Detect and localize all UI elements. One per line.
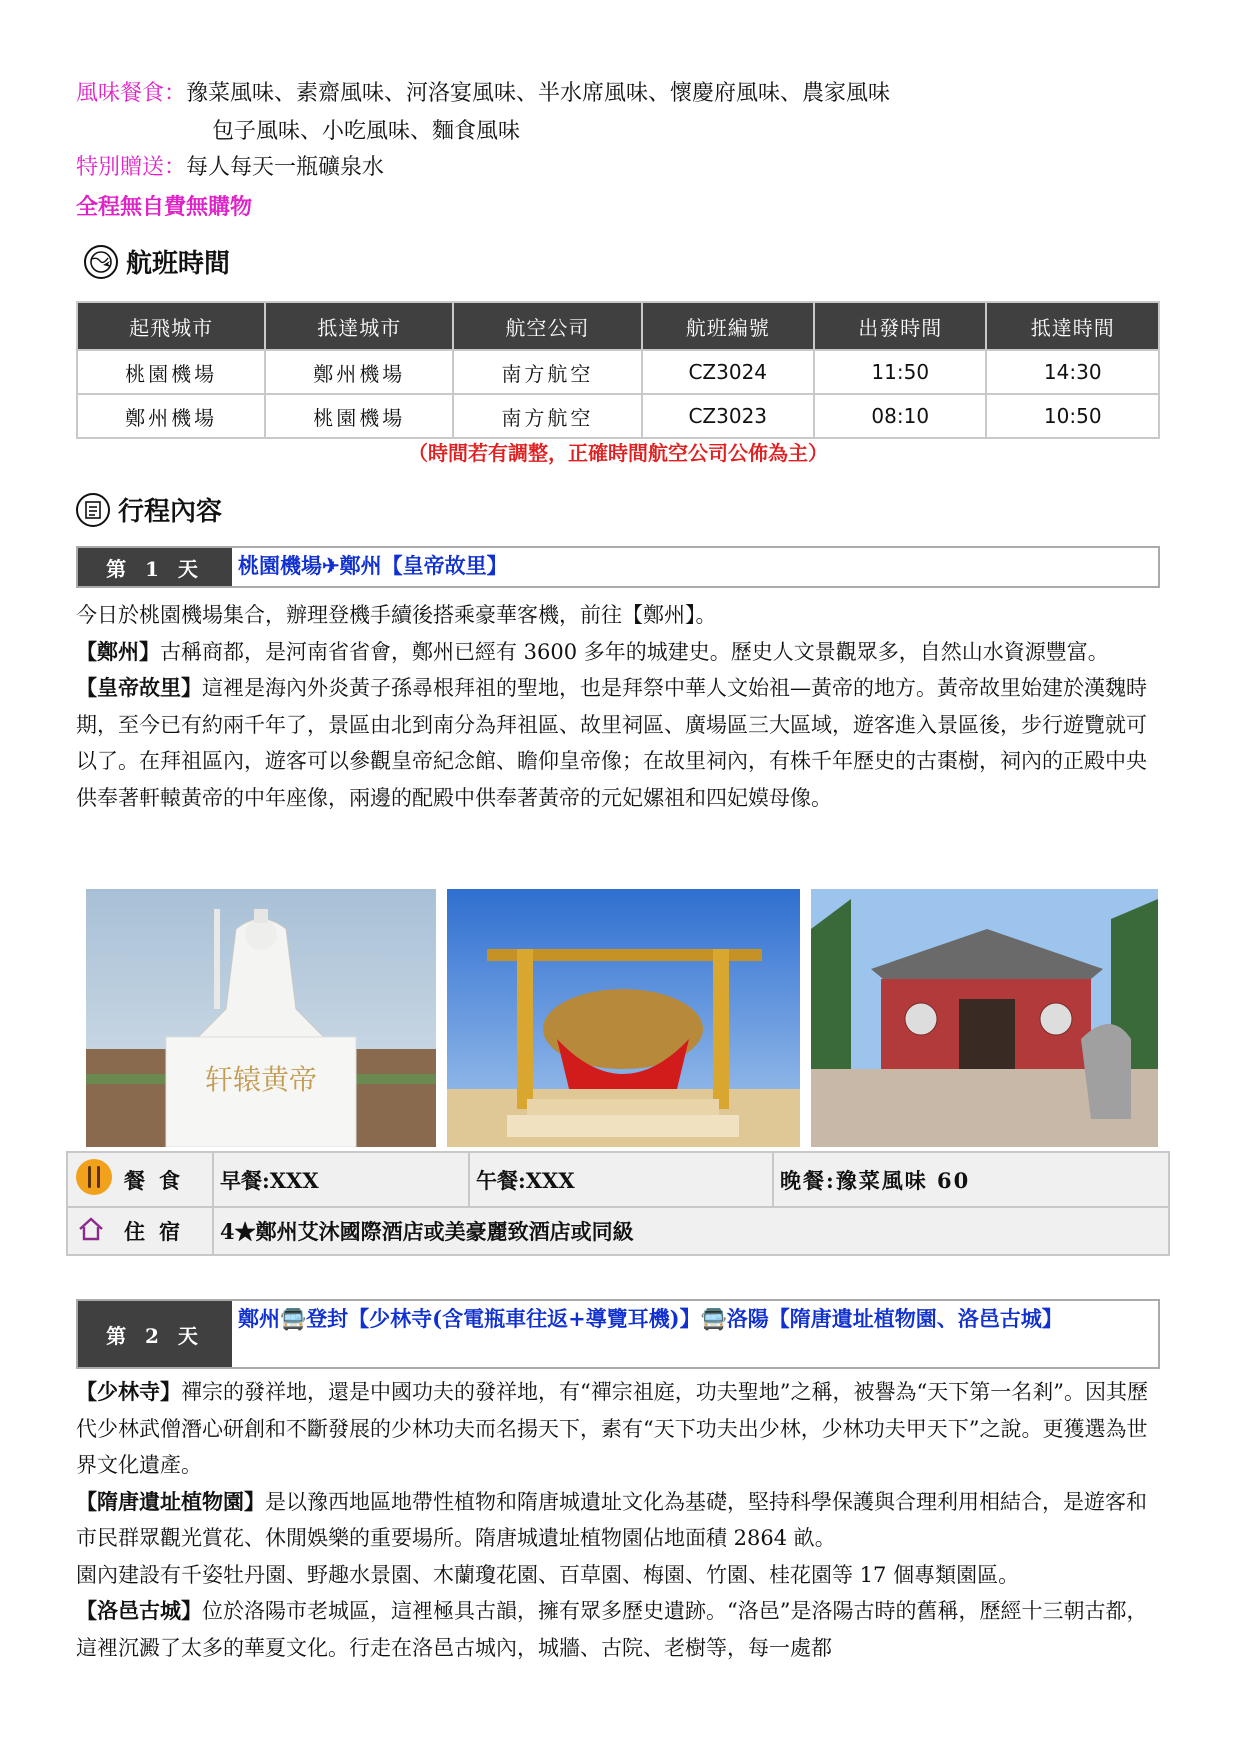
departure-city: 鄭州機場 — [77, 394, 265, 438]
day-2-title: 鄭州🚍登封【少林寺(含電瓶車往返+導覽耳機)】🚍洛陽【隋唐遺址植物園、洛邑古城】 — [238, 1306, 1063, 1331]
flight-table — [76, 301, 1160, 439]
day-2-header — [76, 1299, 1160, 1369]
arrival-city: 桃園機場 — [265, 394, 453, 438]
dinner-cell: 晚餐:豫菜風味 60 — [780, 1167, 971, 1193]
day-2-paragraph-4 — [76, 1593, 1160, 1666]
meal-row — [68, 1153, 1168, 1208]
huangdi-heading: 【皇帝故里】 — [76, 675, 202, 700]
day-2-description — [76, 1374, 1160, 1666]
meals-line-1 — [76, 77, 890, 111]
col-departure-time: 出發時間 — [814, 302, 986, 350]
botanical-garden-heading: 【隋唐遺址植物園】 — [76, 1488, 265, 1514]
day-1-paragraph-2 — [76, 634, 1160, 671]
lunch-cell: 午餐:XXX — [470, 1153, 774, 1206]
zhengzhou-text: 古稱商都，是河南省省會，鄭州已經有 3600 多年的城建史。歷史人文景觀眾多，自然山水資源豐富。 — [160, 639, 1109, 664]
hotel-row — [68, 1208, 1168, 1254]
day-1-title: 桃園機場✈鄭州【皇帝故里】 — [238, 553, 508, 578]
col-airline: 航空公司 — [453, 302, 641, 350]
hotel-label-cell — [68, 1208, 214, 1254]
arrival-time: 10:50 — [986, 394, 1159, 438]
photo-huangdi-statue — [86, 889, 436, 1147]
meals-line-2: 包子風味、小吃風味、麵食風味 — [212, 119, 521, 144]
day-1-description — [76, 597, 1160, 816]
day-1-paragraph-1: 今日於桃園機場集合，辦理登機手續後搭乘豪華客機，前往【鄭州】。 — [76, 603, 717, 627]
huangdi-text: 這裡是海內外炎黃子孫尋根拜祖的聖地，也是拜祭中華人文始祖—黃帝的地方。黃帝故里始建於漢魏時期，至今已有約兩千年了，景區由北到南分為拜祖區、故里祠區、廣場區三大區域，遊客進入景區後，步行遊覽就可以了。在拜祖區內，遊客可以參觀皇帝紀念館、瞻仰皇帝像；在故里祠內，有株千年歷史的古棗樹，祠內的正殿中央供奉著軒轅黃帝的中年座像，兩邊的配殿中供奉著黃帝的元妃嫘祖和四妃嫫母像。 — [76, 676, 1147, 810]
day-2-label: 第 2 天 — [78, 1301, 232, 1367]
hotel-label: 住宿 — [124, 1219, 194, 1244]
statue-inscription: 轩辕黄帝 — [204, 1063, 318, 1096]
shaolin-heading: 【少林寺】 — [76, 1379, 181, 1404]
day-1-header — [76, 546, 1160, 588]
flight-number: CZ3023 — [642, 394, 814, 438]
itinerary-section-header — [76, 491, 222, 528]
departure-city: 桃園機場 — [77, 350, 265, 394]
shaolin-text: 禪宗的發祥地，還是中國功夫的發祥地，有“禪宗祖庭，功夫聖地”之稱，被譽為“天下第一名剎”。因其歷代少林武僧潛心研創和不斷發展的少林功夫而名揚天下，素有“天下功夫出少林，少林功夫甲天下”之說。更獲選為世界文化遺產。 — [76, 1380, 1148, 1477]
flight-section-header — [84, 243, 230, 280]
departure-time: 08:10 — [814, 394, 986, 438]
day-1-meal-hotel-table — [66, 1151, 1170, 1256]
gift-value: 每人每天一瓶礦泉水 — [186, 155, 385, 180]
hotel-value: 4★鄭州艾沐國際酒店或美豪麗致酒店或同級 — [220, 1219, 634, 1244]
zhengzhou-heading: 【鄭州】 — [76, 638, 160, 664]
document-list-icon — [76, 493, 110, 527]
col-flight-number: 航班編號 — [642, 302, 814, 350]
day-2-paragraph-2 — [76, 1484, 1160, 1557]
gift-label: 特別贈送： — [76, 155, 187, 180]
airline: 南方航空 — [453, 350, 641, 394]
gift-line — [76, 151, 384, 185]
flight-table-header-row — [77, 302, 1159, 350]
col-arrival-city: 抵達城市 — [265, 302, 453, 350]
photo-ancestral-hall — [811, 889, 1158, 1147]
meal-label: 餐食 — [124, 1167, 194, 1193]
arrival-time: 14:30 — [986, 350, 1159, 394]
no-extra-note: 全程無自費無購物 — [76, 194, 253, 220]
day-1-paragraph-3 — [76, 670, 1160, 816]
departure-time: 11:50 — [814, 350, 986, 394]
flight-number: CZ3024 — [642, 350, 814, 394]
home-icon — [76, 1214, 106, 1249]
arrival-city: 鄭州機場 — [265, 350, 453, 394]
luoyi-heading: 【洛邑古城】 — [76, 1598, 202, 1623]
botanical-garden-text: 是以豫西地區地帶性植物和隋唐城遺址文化為基礎，堅持科學保護與合理利用相結合，是遊客和市民群眾觀光賞花、休閒娛樂的重要場所。隋唐城遺址植物園佔地面積 2864 畝。 — [76, 1489, 1147, 1550]
day-1-label: 第 1 天 — [78, 548, 232, 586]
airline: 南方航空 — [453, 394, 641, 438]
day-2-paragraph-3: 園內建設有千姿牡丹園、野趣水景園、木蘭瓊花園、百草園、梅園、竹園、桂花園等 17 個專類園區。 — [76, 1562, 1020, 1587]
photo-ribbon-tree — [447, 889, 800, 1147]
itinerary-section-title: 行程內容 — [118, 497, 223, 527]
breakfast-cell: 早餐:XXX — [214, 1153, 470, 1206]
meal-label-cell — [68, 1153, 214, 1206]
table-row — [77, 394, 1159, 438]
col-departure-city: 起飛城市 — [77, 302, 265, 350]
day-2-paragraph-1 — [76, 1374, 1160, 1484]
flight-section-title: 航班時間 — [126, 249, 231, 279]
luoyi-text: 位於洛陽市老城區，這裡極具古韻，擁有眾多歷史遺跡。“洛邑”是洛陽古時的舊稱，歷經十三朝古都，這裡沉澱了太多的華夏文化。行走在洛邑古城內，城牆、古院、老樹等，每一處都 — [76, 1599, 1148, 1660]
meals-value-1: 豫菜風味、素齋風味、河洛宴風味、半水席風味、懷慶府風味、農家風味 — [186, 81, 891, 106]
col-arrival-time: 抵達時間 — [986, 302, 1159, 350]
flight-time-note: （時間若有調整，正確時間航空公司公佈為主） — [408, 441, 828, 465]
fork-knife-icon — [76, 1159, 112, 1195]
globe-plane-icon — [84, 245, 118, 279]
meals-label: 風味餐食： — [76, 81, 187, 106]
table-row — [77, 350, 1159, 394]
